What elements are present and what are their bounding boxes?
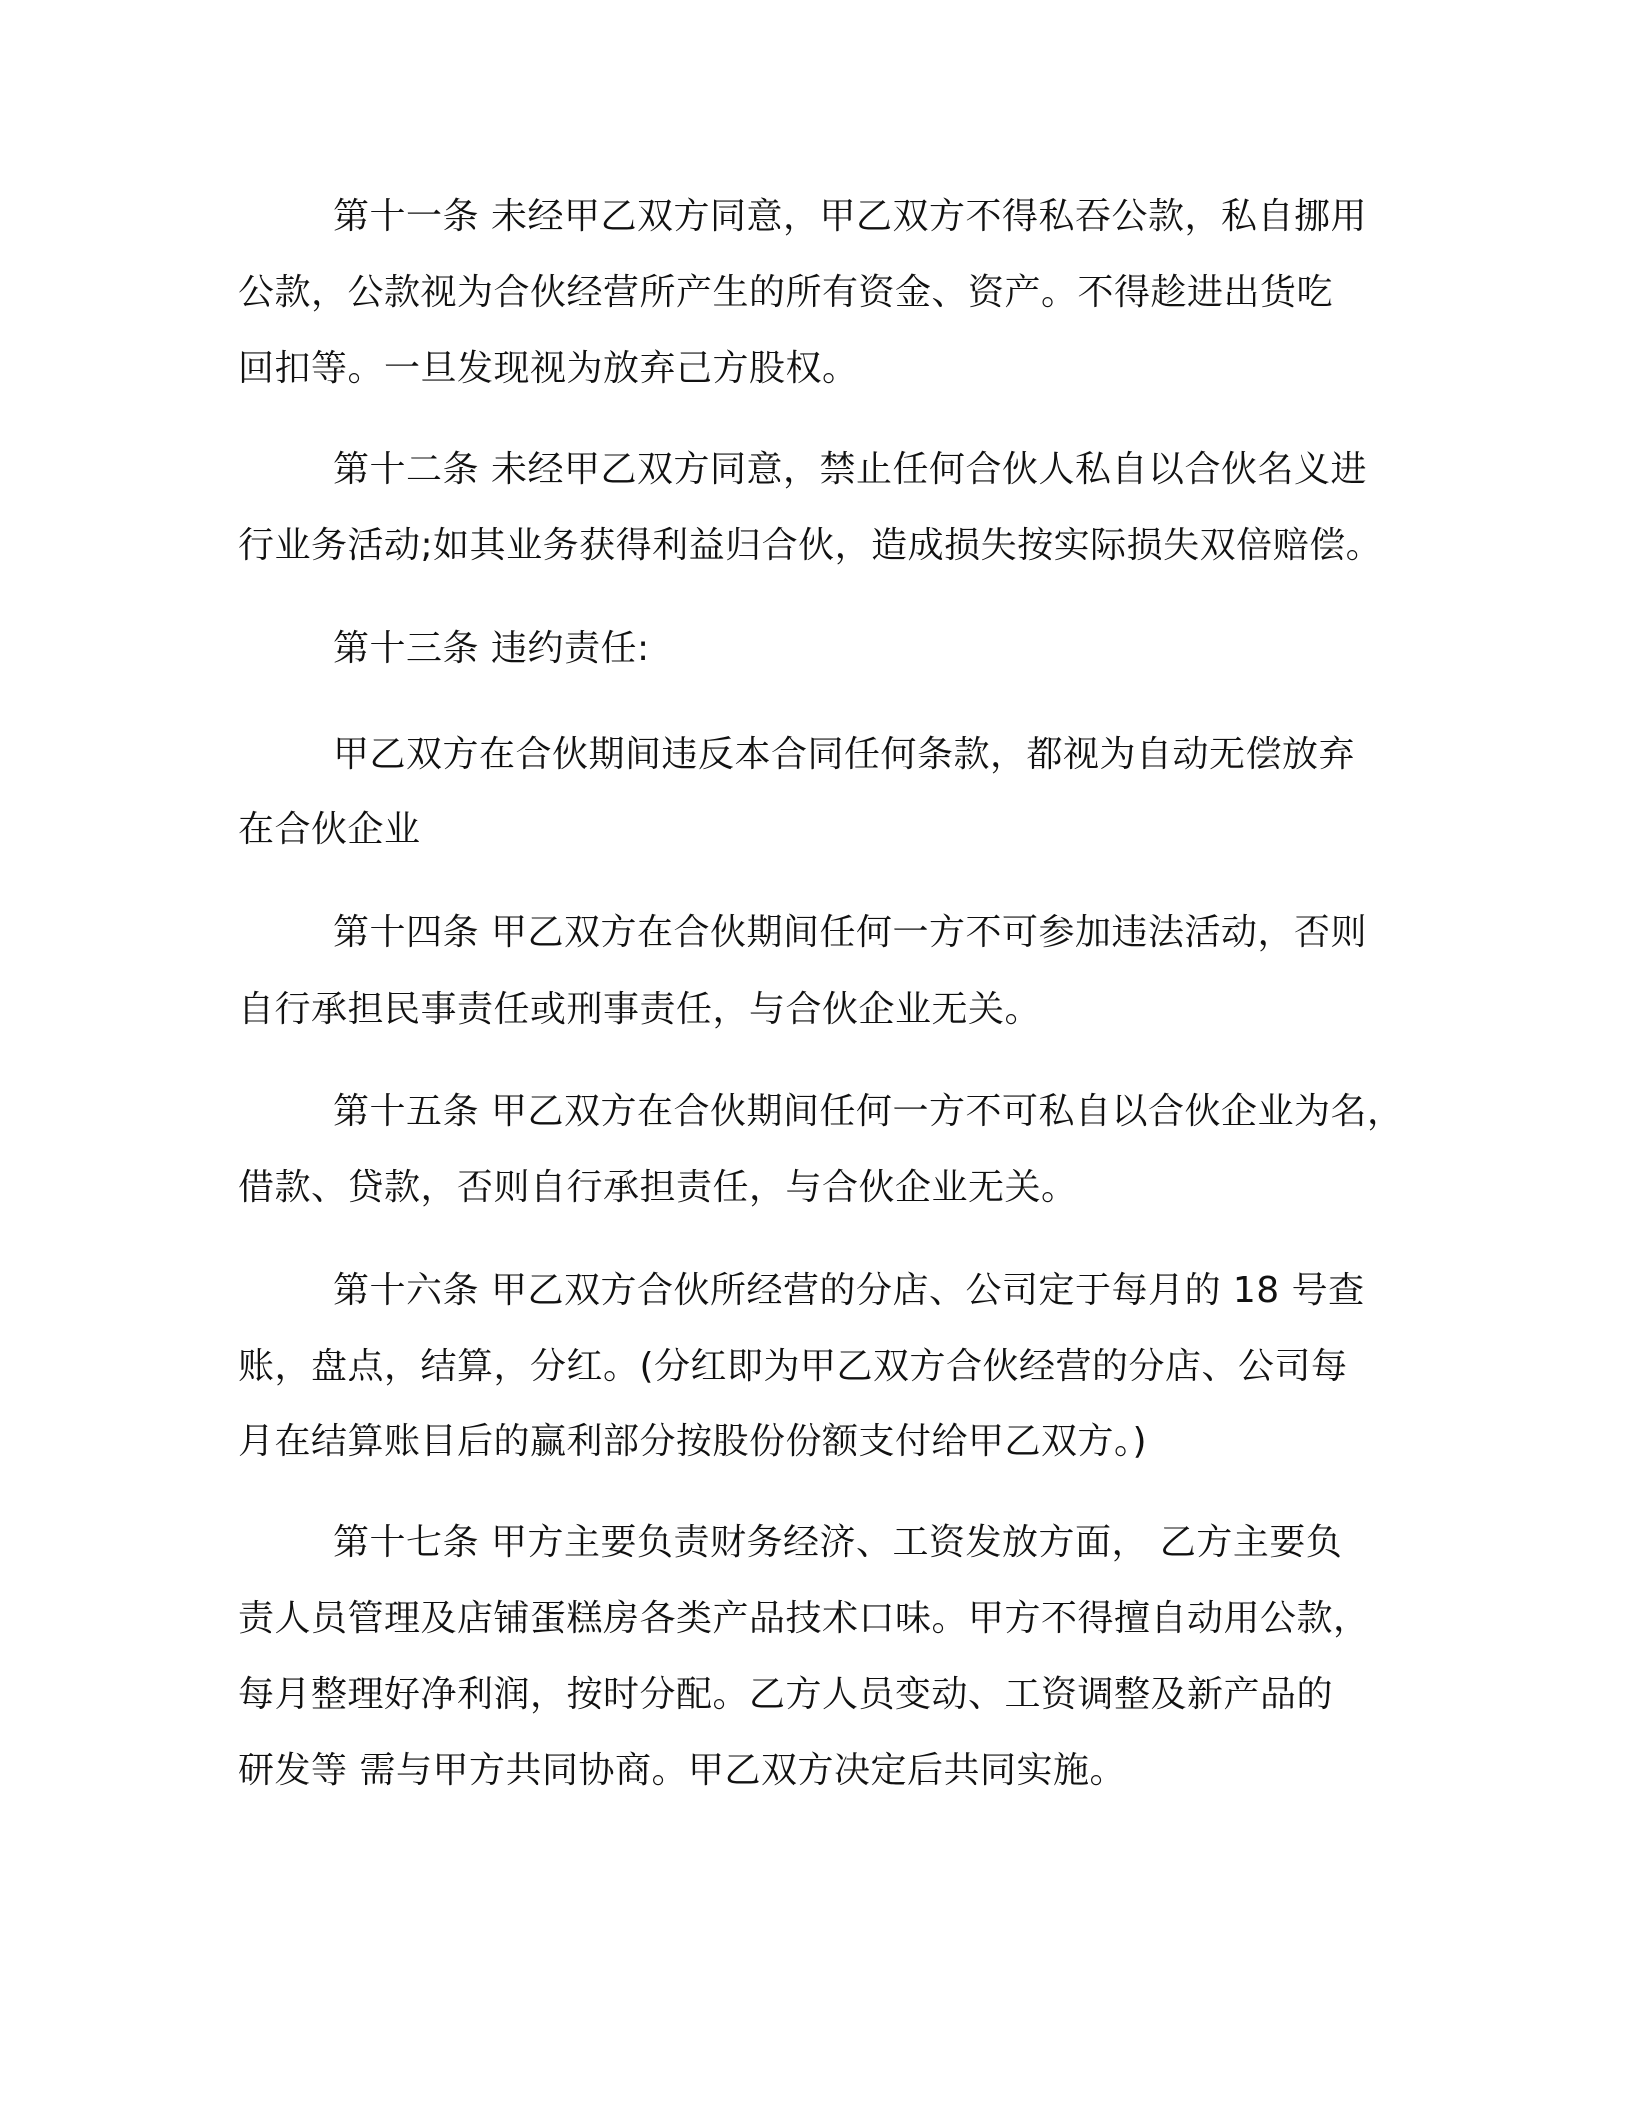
article-16-line-2: 账，盘点，结算，分红。(分红即为甲乙双方合伙经营的分店、公司每 <box>238 1346 1348 1387</box>
article-14-line-2: 自行承担民事责任或刑事责任，与合伙企业无关。 <box>238 989 1042 1030</box>
article-11-line-1: 第十一条 未经甲乙双方同意，甲乙双方不得私吞公款，私自挪用 <box>333 196 1367 237</box>
article-17-line-4: 研发等 需与甲方共同协商。甲乙双方决定后共同实施。 <box>238 1750 1126 1791</box>
article-12-line-1: 第十二条 未经甲乙双方同意，禁止任何合伙人私自以合伙名义进 <box>333 449 1367 490</box>
article-16-line-3: 月在结算账目后的赢利部分按股份份额支付给甲乙双方。) <box>238 1421 1148 1462</box>
article-13-body-line-2: 在合伙企业 <box>238 809 421 850</box>
article-15-line-2: 借款、贷款，否则自行承担责任，与合伙企业无关。 <box>238 1167 1078 1208</box>
article-11-line-3: 回扣等。一旦发现视为放弃己方股权。 <box>238 348 859 389</box>
article-17-line-3: 每月整理好净利润，按时分配。乙方人员变动、工资调整及新产品的 <box>238 1674 1334 1715</box>
article-17-line-1: 第十七条 甲方主要负责财务经济、工资发放方面， 乙方主要负 <box>333 1522 1343 1563</box>
article-13-heading: 第十三条 违约责任: <box>333 628 650 669</box>
article-14-line-1: 第十四条 甲乙双方在合伙期间任何一方不可参加违法活动，否则 <box>333 912 1367 953</box>
article-12-line-2: 行业务活动;如其业务获得利益归合伙，造成损失按实际损失双倍赔偿。 <box>238 525 1383 566</box>
article-15-line-1: 第十五条 甲乙双方在合伙期间任何一方不可私自以合伙企业为名， <box>333 1091 1404 1132</box>
article-11-line-2: 公款，公款视为合伙经营所产生的所有资金、资产。不得趁进出货吃 <box>238 272 1334 313</box>
article-16-line-1: 第十六条 甲乙双方合伙所经营的分店、公司定于每月的 18 号查 <box>333 1270 1365 1311</box>
article-13-body-line-1: 甲乙双方在合伙期间违反本合同任何条款，都视为自动无偿放弃 <box>333 734 1356 775</box>
article-17-line-2: 责人员管理及店铺蛋糕房各类产品技术口味。甲方不得擅自动用公款， <box>238 1598 1370 1639</box>
